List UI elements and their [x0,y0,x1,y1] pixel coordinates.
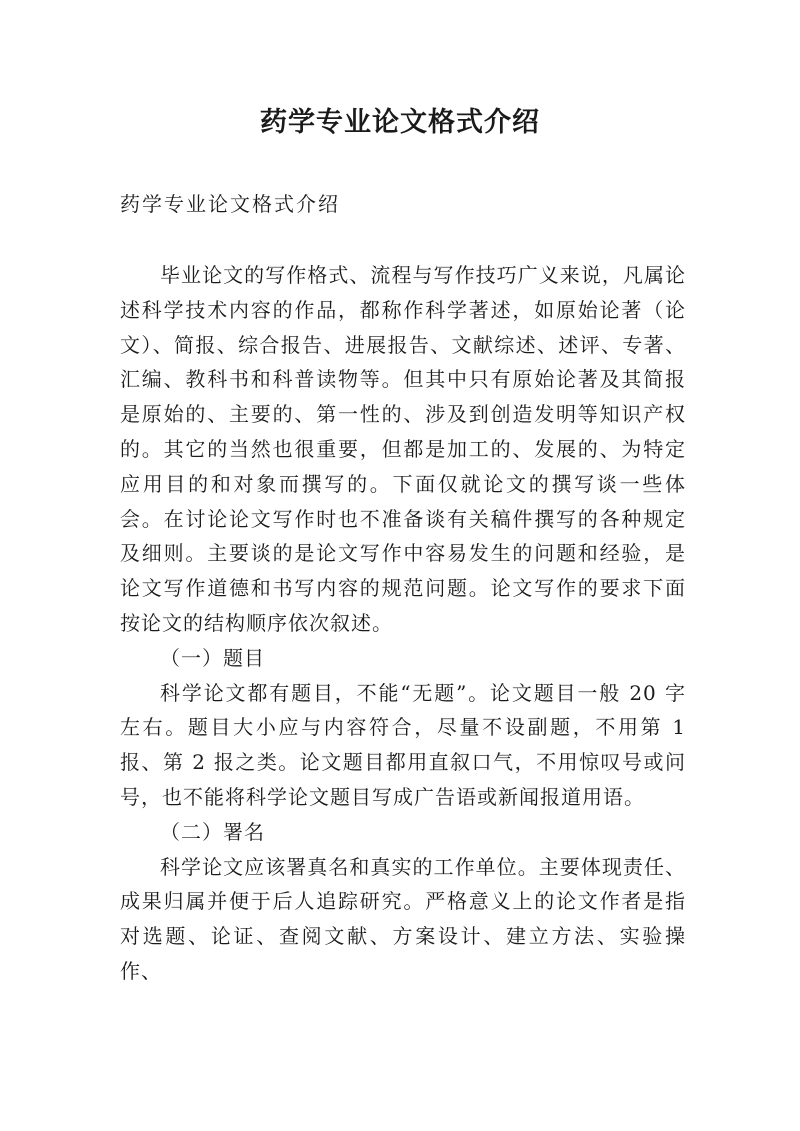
title-section-paragraph: 科学论文都有题目，不能“无题”。论文题目一般 20 字左右。题目大小应与内容符合，尽量不设副题，不用第 1 报、第 2 报之类。论文题目都用直叙口气，不用惊叹号或问号，也不能将科学论文题目写成广告语或新闻报道用语。 [120,680,686,809]
signature-section-paragraph: 科学论文应该署真名和真实的工作单位。主要体现责任、成果归属并便于后人追踪研究。严格意义上的论文作者是指对选题、论证、查阅文献、方案设计、建立方法、实验操作、 [120,854,686,983]
document-title: 药学专业论文格式介绍 [260,107,540,138]
section-heading-title: （一）题目 [160,645,265,670]
section-heading-signature: （二）署名 [160,819,265,844]
intro-paragraph: 毕业论文的写作格式、流程与写作技巧广义来说，凡属论述科学技术内容的作品，都称作科学著述，如原始论著（论文）、简报、综合报告、进展报告、文献综述、述评、专著、汇编、教科书和科普读物等。但其中只有原始论著及其简报是原始的、主要的、第一性的、涉及到创造发明等知识产权的。其它的当然也很重要，但都是加工的、发展的、为特定应用目的和对象而撰写的。下面仅就论文的撰写谈一些体会。在讨论论文写作时也不准备谈有关稿件撰写的各种规定及细则。主要谈的是论文写作中容易发生的问题和经验，是论文写作道德和书写内容的规范问题。论文写作的要求下面按论文的结构顺序依次叙述。 [120,263,686,635]
document-subtitle: 药学专业论文格式介绍 [120,192,340,216]
document-body [120,258,686,989]
